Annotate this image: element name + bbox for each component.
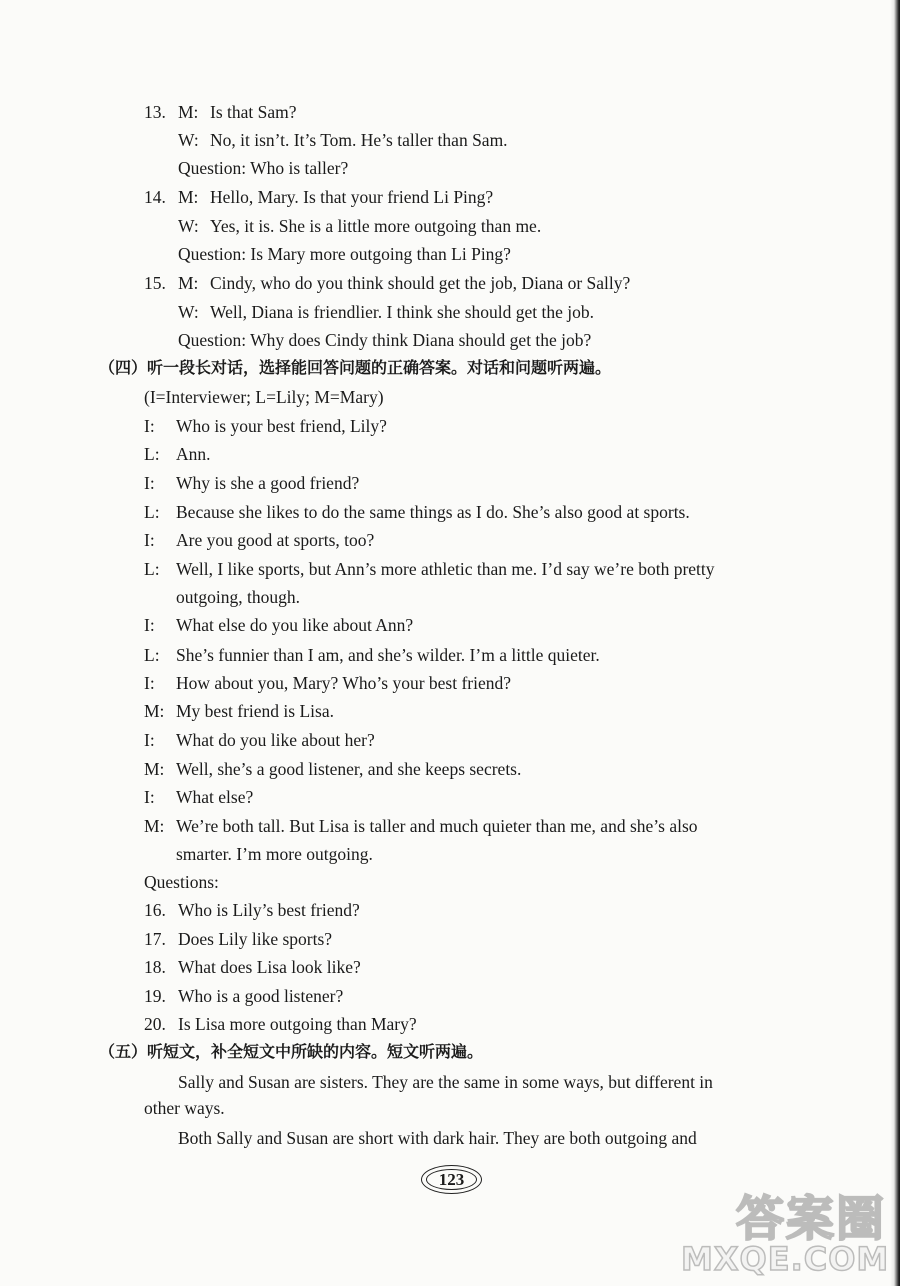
dialogue-line: M: Well, she’s a good listener, and she keeps secrets. (144, 759, 522, 779)
page-number: 123 (421, 1165, 482, 1194)
question-item: 17. Does Lily like sports? (144, 929, 333, 949)
watermark-logo-text: 答案圈 (735, 1191, 886, 1247)
item-15-line-1: 15. M: Cindy, who do you think should get the job, Diana or Sally? (144, 273, 631, 293)
item-13-question: Question: Who is taller? (178, 158, 349, 178)
item-15-line-2: W: Well, Diana is friendlier. I think she should get the job. (178, 302, 595, 322)
passage-line: Both Sally and Susan are short with dark hair. They are both outgoing and (178, 1128, 697, 1148)
passage-line: other ways. (144, 1098, 225, 1118)
dialogue-line: I: What else? (144, 787, 254, 807)
dialogue-line-continued: smarter. I’m more outgoing. (176, 844, 373, 864)
page-edge-shadow (890, 0, 900, 1286)
speaker-key: (I=Interviewer; L=Lily; M=Mary) (144, 387, 384, 407)
item-14-line-2: W: Yes, it is. She is a little more outgoing than me. (178, 216, 542, 236)
question-item: 18. What does Lisa look like? (144, 957, 361, 977)
site-watermark (681, 1180, 890, 1280)
dialogue-line-continued: outgoing, though. (176, 587, 300, 607)
dialogue-line: M: We’re both tall. But Lisa is taller and much quieter than me, and she’s also (144, 816, 698, 836)
question-item: 16. Who is Lily’s best friend? (144, 900, 360, 920)
dialogue-line: I: Who is your best friend, Lily? (144, 416, 387, 436)
dialogue-line: L: She’s funnier than I am, and she’s wilder. I’m a little quieter. (144, 645, 600, 665)
dialogue-line: I: Why is she a good friend? (144, 473, 360, 493)
item-13-line-1: 13. M: Is that Sam? (144, 102, 297, 122)
watermark-domain: MXQE.COM (681, 1240, 890, 1278)
dialogue-line: I: How about you, Mary? Who’s your best friend? (144, 673, 512, 693)
dialogue-line: I: Are you good at sports, too? (144, 530, 375, 550)
questions-label: Questions: (144, 872, 219, 892)
item-14-line-1: 14. M: Hello, Mary. Is that your friend Li Ping? (144, 187, 494, 207)
passage-line: Sally and Susan are sisters. They are the same in some ways, but different in (178, 1072, 713, 1092)
item-15-question: Question: Why does Cindy think Diana should get the job? (178, 330, 592, 350)
section-4-heading: （四）听一段长对话，选择能回答问题的正确答案。对话和问题听两遍。 (99, 358, 612, 377)
item-13-line-2: W: No, it isn’t. It’s Tom. He’s taller than Sam. (178, 130, 508, 150)
dialogue-line: L: Because she likes to do the same things as I do. She’s also good at sports. (144, 502, 690, 522)
dialogue-line: I: What do you like about her? (144, 730, 375, 750)
dialogue-line: L: Well, I like sports, but Ann’s more athletic than me. I’d say we’re both pretty (144, 559, 715, 579)
dialogue-line: I: What else do you like about Ann? (144, 615, 414, 635)
section-5-heading: （五）听短文，补全短文中所缺的内容。短文听两遍。 (99, 1042, 484, 1061)
dialogue-line: M: My best friend is Lisa. (144, 701, 334, 721)
question-item: 20. Is Lisa more outgoing than Mary? (144, 1014, 417, 1034)
dialogue-line: L: Ann. (144, 444, 211, 464)
item-14-question: Question: Is Mary more outgoing than Li Ping? (178, 244, 511, 264)
question-item: 19. Who is a good listener? (144, 986, 344, 1006)
